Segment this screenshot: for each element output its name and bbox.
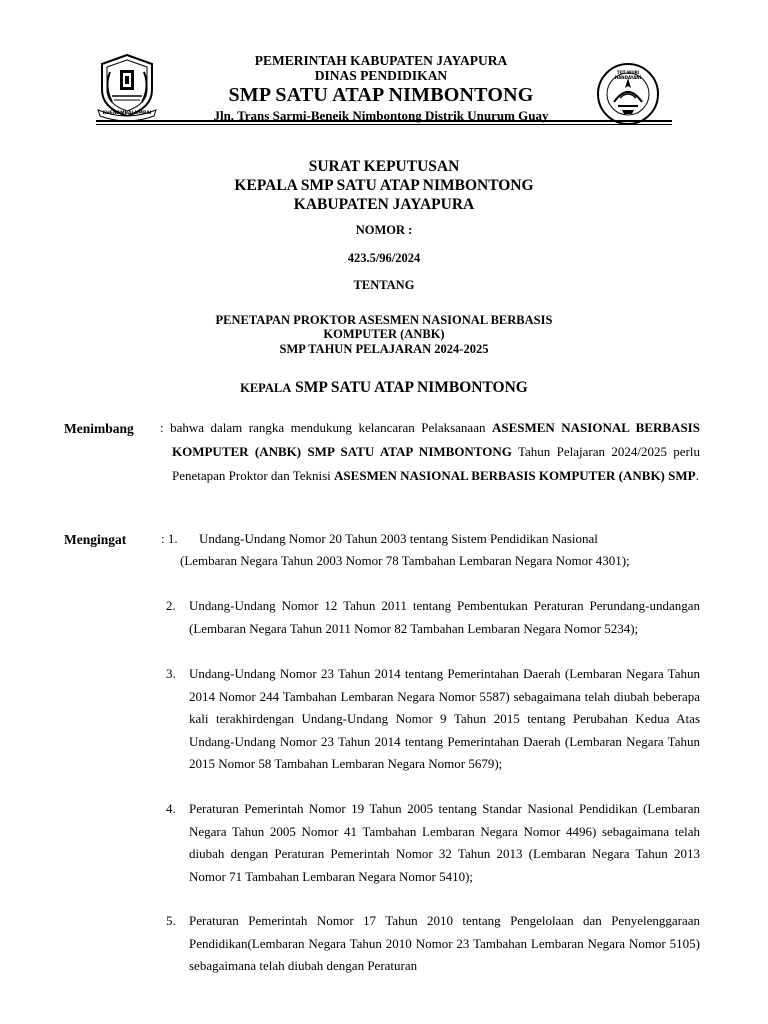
list-number: 3. xyxy=(166,666,176,681)
kepala-heading xyxy=(64,379,704,397)
kepala-school: SMP SATU ATAP NIMBONTONG xyxy=(295,379,528,396)
list-number: 4. xyxy=(166,801,176,816)
list-item-2-text: Undang-Undang Nomor 12 Tahun 2011 tentang Pembentukan Peraturan Perundang-undangan (Lembaran Negara Tahun 2011 Nomor 82 Tambahan Lembaran Negara Nomor 5234); xyxy=(189,598,700,636)
decree-subtitle-2: KABUPATEN JAYAPURA xyxy=(293,196,475,213)
right-logo-motto: TUT WURI HANDAYANI xyxy=(614,70,642,80)
school-name: SMP SATU ATAP NIMBONTONG xyxy=(228,84,534,106)
office-name: DINAS PENDIDIKAN xyxy=(314,68,448,83)
subject-line-2: KOMPUTER (ANBK) xyxy=(323,327,445,341)
tentang-heading: TENTANG xyxy=(353,278,415,292)
menimbang-bold-2: ASESMEN NASIONAL BERBASIS KOMPUTER (ANBK) SMP xyxy=(334,468,696,483)
menimbang-text-2: Tahun Pelajaran 2024/2025 perlu Penetapan Proktor dan Teknisi xyxy=(172,444,700,483)
menimbang-text xyxy=(160,416,700,488)
kepala-prefix: KEPALA xyxy=(240,381,292,395)
decree-title: SURAT KEPUTUSAN xyxy=(308,158,460,175)
menimbang-bold-1: ASESMEN NASIONAL BERBASIS KOMPUTER (ANBK) SMP SATU ATAP NIMBONTONG xyxy=(172,420,700,459)
list-item-1-text: Undang-Undang Nomor 20 Tahun 2003 tentang Sistem Pendidikan Nasional xyxy=(199,531,598,546)
mengingat-label: Mengingat xyxy=(64,532,127,547)
list-item-1-cont: (Lembaran Negara Tahun 2003 Nomor 78 Tambahan Lembaran Negara Nomor 4301); xyxy=(180,553,630,568)
letterhead-rule-thick xyxy=(96,120,672,122)
letterhead-rule-thin xyxy=(96,124,672,125)
subject-line-1: PENETAPAN PROKTOR ASESMEN NASIONAL BERBASIS xyxy=(215,313,553,327)
list-item-5-text: Peraturan Pemerintah Nomor 17 Tahun 2010 tentang Pengelolaan dan Penyelenggaraan Pendidikan(Lembaran Negara Tahun 2010 Nomor 23 Tambahan Lembaran Negara Nomor 5105) sebagaimana telah diubah dengan Peraturan xyxy=(189,913,700,973)
subject-line-3: SMP TAHUN PELAJARAN 2024-2025 xyxy=(279,342,489,356)
list-number: 5. xyxy=(166,913,176,928)
left-logo-motto: KHENAMBAI UMBAI xyxy=(102,111,152,116)
school-address: Jln. Trans Sarmi-Beneik Nimbontong Distrik Unurum Guay xyxy=(213,108,549,123)
list-item-4-text: Peraturan Pemerintah Nomor 19 Tahun 2005 tentang Standar Nasional Pendidikan (Lembaran Negara Tahun 2005 Nomor 41 Tambahan Lembaran Negara Nomor 4496) sebagaimana telah diubah dengan Peraturan Pemerintah Nomor 32 Tahun 2013 (Lembaran Negara Tahun 2013 Nomor 71 Tambahan Lembaran Negara Nomor 5410); xyxy=(189,801,700,884)
menimbang-label: Menimbang xyxy=(64,421,134,436)
menimbang-text-1: : bahwa dalam rangka mendukung kelancaran Pelaksanaan xyxy=(160,420,492,435)
letterhead xyxy=(160,53,602,124)
list-item-3-text: Undang-Undang Nomor 23 Tahun 2014 tentang Pemerintahan Daerah (Lembaran Negara Tahun 2014 Nomor 244 Tambahan Lembaran Negara Nomor 5587) sebagaimana telah diubah beberapa kali terakhirdengan Undang-Undang Nomor 9 Tahun 2015 tentang Perubahan Kedua Atas Undang-Undang Nomor 23 Tahun 2014 tentang Pemerintahan Daerah (Lembaran Negara Tahun 2015 Nomor 58 Tambahan Lembaran Negara Nomor 5679); xyxy=(189,666,700,771)
decree-subtitle-1: KEPALA SMP SATU ATAP NIMBONTONG xyxy=(234,177,534,194)
list-number: 2. xyxy=(166,598,176,613)
nomor-value: 423.5/96/2024 xyxy=(347,251,421,265)
nomor-label: NOMOR : xyxy=(355,223,413,237)
list-number: : 1. xyxy=(161,531,178,546)
menimbang-text-3: . xyxy=(695,468,699,483)
government-name: PEMERINTAH KABUPATEN JAYAPURA xyxy=(254,53,508,68)
